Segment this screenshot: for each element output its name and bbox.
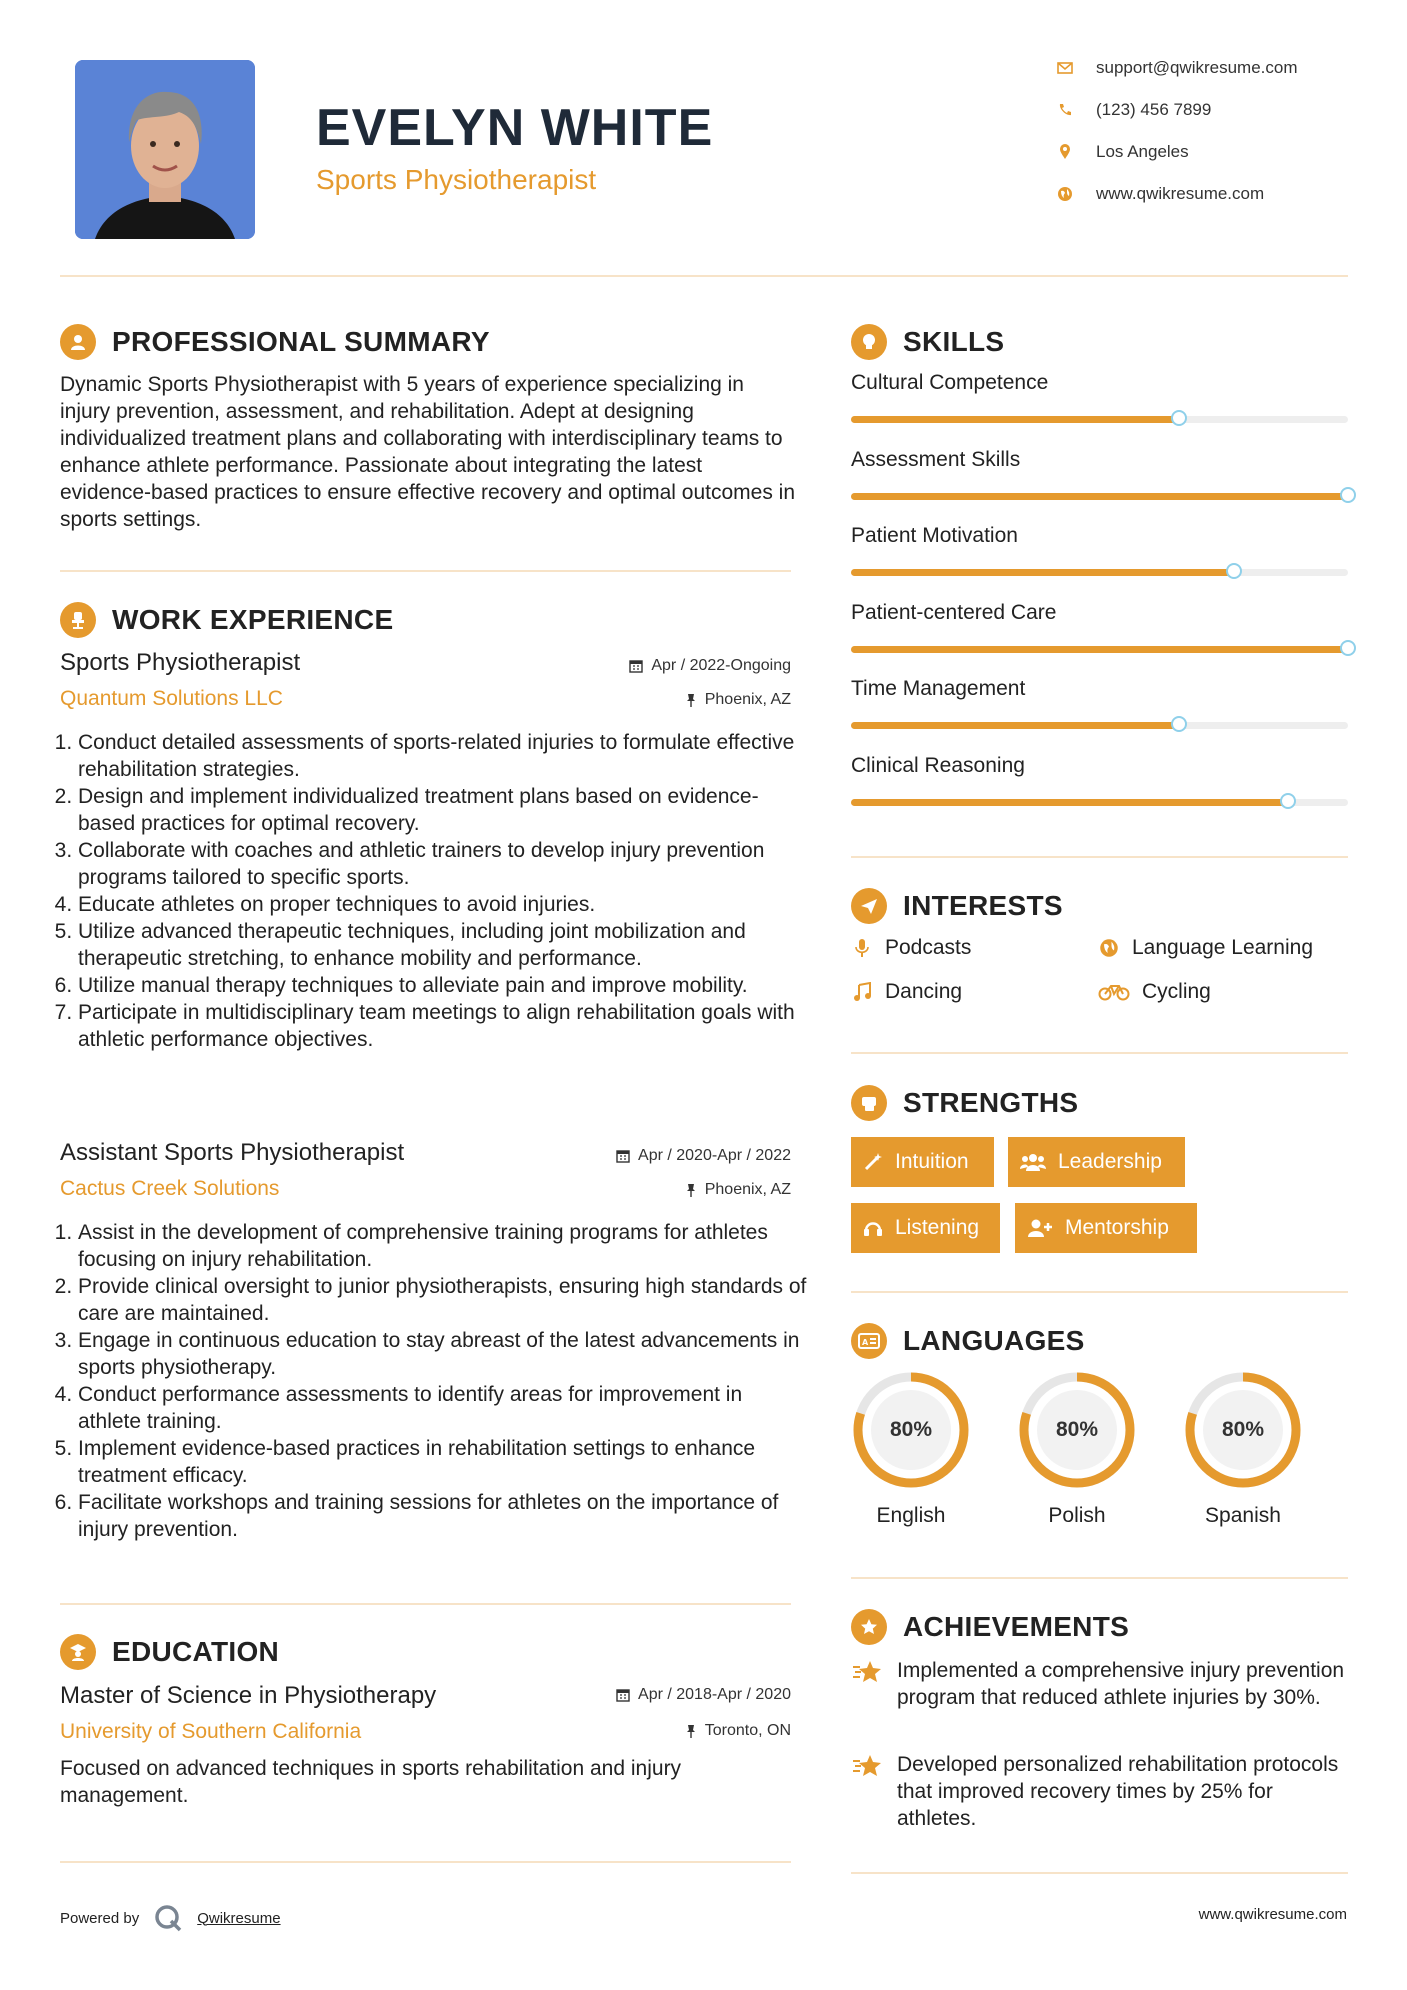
lightbulb-icon xyxy=(851,324,887,360)
envelope-icon xyxy=(1056,59,1074,77)
skill-level-fill xyxy=(851,722,1179,729)
header-divider xyxy=(60,275,1348,277)
list-item: 4. Educate athletes on proper techniques to avoid injuries. xyxy=(78,891,811,918)
language-card-icon xyxy=(851,1323,887,1359)
pushpin-icon xyxy=(685,1724,697,1738)
candidate-title: Sports Physiotherapist xyxy=(316,164,597,195)
degree-title: Master of Science in Physiotherapy xyxy=(60,1682,437,1709)
list-item: 7. Participate in multidisciplinary team meetings to align rehabilitation goals with athletic performance objectives. xyxy=(78,999,811,1053)
interests-heading: INTERESTS xyxy=(851,888,1063,924)
job-title: Assistant Sports Physiotherapist xyxy=(60,1139,405,1166)
school-name: University of Southern California xyxy=(60,1720,362,1743)
skill-level-fill xyxy=(851,646,1348,653)
calendar-icon xyxy=(616,1149,630,1163)
skill-level-fill xyxy=(851,569,1234,576)
section-divider xyxy=(851,1872,1348,1874)
skill-level-knob xyxy=(1280,793,1296,809)
magic-wand-icon xyxy=(863,1152,883,1172)
skill-level-fill xyxy=(851,493,1348,500)
skill-label: Patient Motivation xyxy=(851,524,1018,547)
skill-label: Cultural Competence xyxy=(851,371,1049,394)
interest-item: Cycling xyxy=(1098,980,1211,1004)
list-item: 1. Conduct detailed assessments of sports-related injuries to formulate effective rehabilitation strategies. xyxy=(78,729,811,783)
qwikresume-link[interactable]: Qwikresume xyxy=(197,1909,281,1927)
company-name: Cactus Creek Solutions xyxy=(60,1177,280,1200)
strength-chip: Listening xyxy=(851,1203,1000,1253)
section-divider xyxy=(60,570,791,572)
language-name: Spanish xyxy=(1205,1504,1281,1527)
education-heading: EDUCATION xyxy=(60,1634,279,1670)
music-note-icon xyxy=(851,981,873,1003)
pushpin-icon xyxy=(685,1183,697,1197)
job-dates: Apr / 2020-Apr / 2022 xyxy=(616,1147,791,1165)
footer-powered-by: Powered by Qwikresume xyxy=(60,1903,281,1933)
star-badge-icon xyxy=(851,1609,887,1645)
skill-label: Clinical Reasoning xyxy=(851,753,1025,777)
languages-heading: A LANGUAGES xyxy=(851,1323,1085,1359)
pushpin-icon xyxy=(685,693,697,707)
skill-level-knob xyxy=(1171,410,1187,426)
profile-photo xyxy=(75,60,255,239)
summary-heading: PROFESSIONAL SUMMARY xyxy=(60,324,490,360)
skill-level-bar xyxy=(851,493,1348,500)
globe-icon xyxy=(1056,185,1074,203)
strength-chip: Mentorship xyxy=(1015,1203,1197,1253)
users-icon xyxy=(1020,1152,1046,1172)
strength-chip: Leadership xyxy=(1008,1137,1185,1187)
skill-label: Assessment Skills xyxy=(851,447,1021,471)
skill-level-bar xyxy=(851,416,1348,423)
contact-location: Los Angeles xyxy=(1056,142,1189,162)
contact-website[interactable]: www.qwikresume.com xyxy=(1056,184,1264,204)
company-name: Quantum Solutions LLC xyxy=(60,687,283,710)
section-divider xyxy=(851,1577,1348,1579)
skill-level-fill xyxy=(851,416,1179,423)
interest-item: Dancing xyxy=(851,980,962,1004)
skill-level-knob xyxy=(1171,716,1187,732)
fist-icon xyxy=(851,1085,887,1121)
language-name: Polish xyxy=(1048,1504,1106,1527)
list-item: 3. Engage in continuous education to stay abreast of the latest advancements in sports physiotherapy. xyxy=(78,1327,811,1381)
footer-url[interactable]: www.qwikresume.com xyxy=(1198,1906,1347,1923)
list-item: 6. Facilitate workshops and training sessions for athletes on the importance of injury prevention. xyxy=(78,1489,811,1543)
section-divider xyxy=(851,1052,1348,1054)
star-icon xyxy=(851,1657,883,1711)
job-responsibilities xyxy=(60,1219,811,1543)
skill-level-knob xyxy=(1226,563,1242,579)
list-item: 5. Implement evidence-based practices in rehabilitation settings to enhance treatment efficacy. xyxy=(78,1435,811,1489)
skill-level-bar xyxy=(851,569,1348,576)
section-divider xyxy=(60,1861,791,1863)
language-percent: 80% xyxy=(1221,1418,1265,1441)
skill-level-bar xyxy=(851,722,1348,729)
microphone-icon xyxy=(851,937,873,959)
section-divider xyxy=(60,1603,791,1605)
education-dates: Apr / 2018-Apr / 2020 xyxy=(616,1686,791,1704)
achievement-item: Developed personalized rehabilitation protocols that improved recovery times by 25% for athletes. xyxy=(851,1751,1352,1832)
contact-phone[interactable]: (123) 456 7899 xyxy=(1056,100,1211,120)
strength-chip: Intuition xyxy=(851,1137,994,1187)
section-divider xyxy=(851,1291,1348,1293)
education-description: Focused on advanced techniques in sports rehabilitation and injury management. xyxy=(60,1757,682,1807)
language-percent: 80% xyxy=(1055,1418,1099,1441)
globe-icon xyxy=(1098,937,1120,959)
star-icon xyxy=(851,1751,883,1832)
skill-label: Time Management xyxy=(851,677,1026,700)
user-icon xyxy=(60,324,96,360)
achievements-heading: ACHIEVEMENTS xyxy=(851,1609,1129,1645)
experience-heading: WORK EXPERIENCE xyxy=(60,602,393,638)
calendar-icon xyxy=(616,1688,630,1702)
section-divider xyxy=(851,856,1348,858)
education-location: Toronto, ON xyxy=(685,1722,791,1740)
language-name: English xyxy=(876,1504,946,1527)
skill-level-knob xyxy=(1340,487,1356,503)
phone-icon xyxy=(1056,101,1074,119)
interest-item: Podcasts xyxy=(851,936,971,960)
skill-level-bar xyxy=(851,646,1348,653)
svg-text:A: A xyxy=(862,1338,869,1347)
skill-level-fill xyxy=(851,799,1288,806)
list-item: 1. Assist in the development of comprehensive training programs for athletes focusing on injury rehabilitation. xyxy=(78,1219,811,1273)
job-dates: Apr / 2022-Ongoing xyxy=(629,657,791,675)
achievement-item: Implemented a comprehensive injury prevention program that reduced athlete injuries by 30%. xyxy=(851,1657,1352,1711)
list-item: 3. Collaborate with coaches and athletic trainers to develop injury prevention programs tailored to specific sports. xyxy=(78,837,811,891)
summary-text: Dynamic Sports Physiotherapist with 5 years of experience specializing in injury prevention, assessment, and rehabilitation. Adept at designing individualized treatment plans and collaborating with interdisciplinary teams to enhance athlete performance. Passionate about integrating the latest evidence-based practices to ensure effective recovery and optimal outcomes in sports settings. xyxy=(60,373,796,531)
job-responsibilities xyxy=(60,729,811,1053)
job-location: Phoenix, AZ xyxy=(685,1181,791,1199)
list-item: 2. Provide clinical oversight to junior physiotherapists, ensuring high standards of care are maintained. xyxy=(78,1273,811,1327)
skill-level-bar xyxy=(851,799,1348,806)
office-chair-icon xyxy=(60,602,96,638)
calendar-icon xyxy=(629,659,643,673)
list-item: 5. Utilize advanced therapeutic techniques, including joint mobilization and therapeutic stretching, to enhance mobility and performance. xyxy=(78,918,811,972)
interest-item: Language Learning xyxy=(1098,936,1313,960)
headphones-icon xyxy=(863,1218,883,1238)
job-title: Sports Physiotherapist xyxy=(60,649,301,676)
bicycle-icon xyxy=(1098,981,1130,1003)
list-item: 6. Utilize manual therapy techniques to alleviate pain and improve mobility. xyxy=(78,972,811,999)
skill-level-knob xyxy=(1340,640,1356,656)
list-item: 2. Design and implement individualized treatment plans based on evidence-based practices for optimal recovery. xyxy=(78,783,811,837)
list-item: 4. Conduct performance assessments to identify areas for improvement in athlete training. xyxy=(78,1381,811,1435)
language-percent: 80% xyxy=(889,1418,933,1441)
graduate-icon xyxy=(60,1634,96,1670)
user-plus-icon xyxy=(1027,1218,1053,1238)
candidate-name: EVELYN WHITE xyxy=(316,99,714,157)
job-location: Phoenix, AZ xyxy=(685,691,791,709)
qwikresume-logo-icon xyxy=(153,1903,183,1933)
map-pin-icon xyxy=(1056,143,1074,161)
paper-plane-icon xyxy=(851,888,887,924)
skills-heading: SKILLS xyxy=(851,324,1004,360)
skill-label: Patient-centered Care xyxy=(851,600,1057,624)
strengths-heading: STRENGTHS xyxy=(851,1085,1078,1121)
contact-email[interactable]: support@qwikresume.com xyxy=(1056,58,1298,78)
